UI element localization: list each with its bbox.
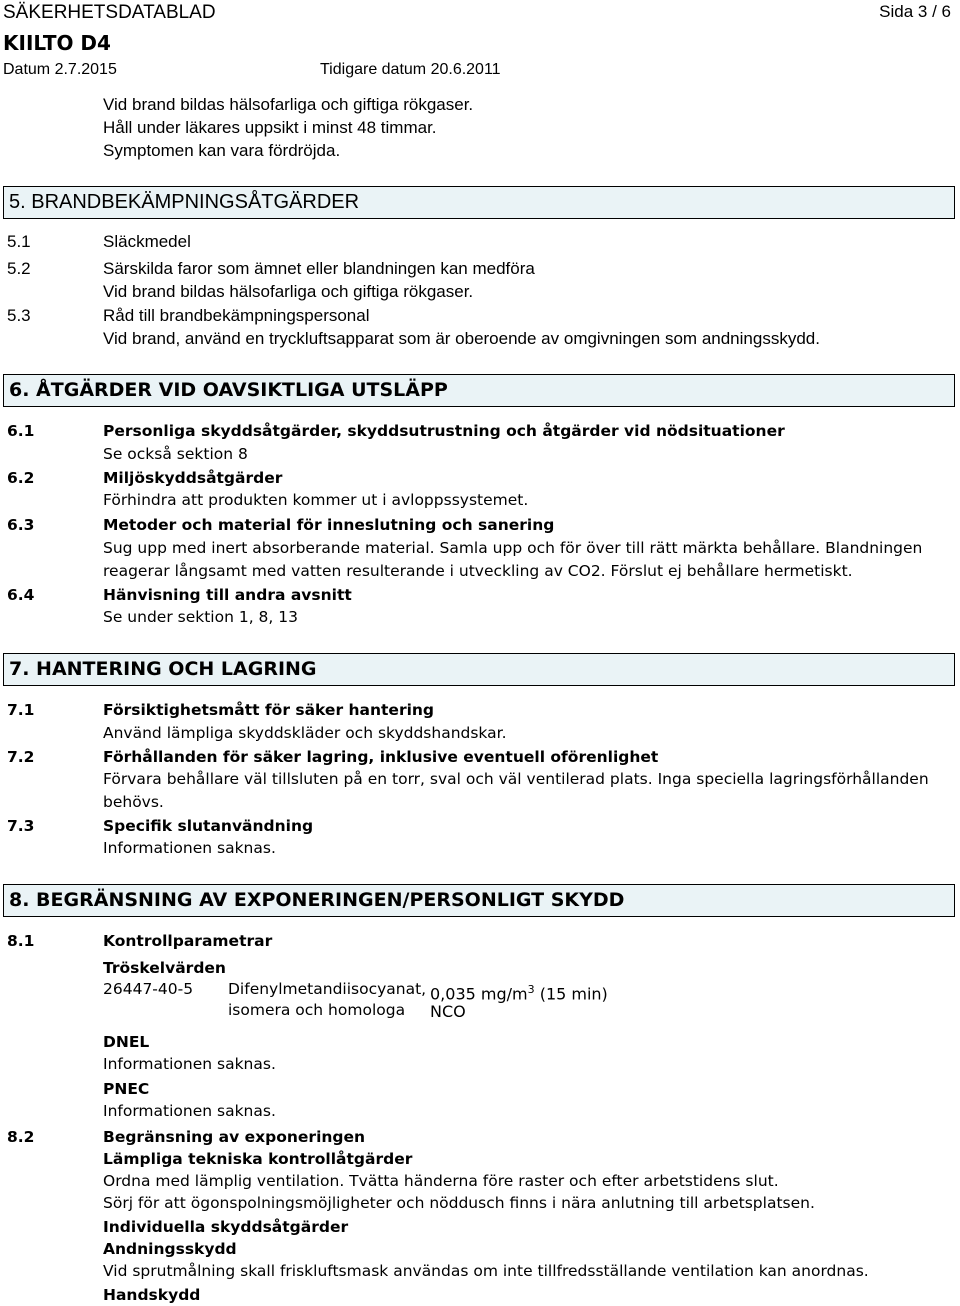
section-6-heading [3,374,955,407]
section-7-title: 7. HANTERING OCH LAGRING [9,658,317,680]
intro-line: Symptomen kan vara fördröjda. [103,141,341,160]
pnec-text: Informationen saknas. [103,1102,276,1120]
product-name: KIILTO D4 [3,31,111,55]
substance-name: isomera och homologa [228,1001,406,1019]
section-6-title: 6. ÅTGÄRDER VID OAVSIKTLIGA UTSLÄPP [9,379,448,401]
subsection-number: 7.3 [7,817,35,835]
subsection-heading: Försiktighetsmått för säker hantering [103,701,435,719]
pnec-heading: PNEC [103,1080,150,1098]
page-number: Sida 3 / 6 [879,2,951,21]
subheading: Individuella skyddsåtgärder [103,1218,349,1236]
subsection-text: Se under sektion 1, 8, 13 [103,608,298,626]
subsection-text: Sörj för att ögonspolningsmöjligheter och nöddusch finns i nära anlutning till arbetsplatsen. [103,1194,815,1212]
subsection-heading: Förhållanden för säker lagring, inklusive eventuell oförenlighet [103,748,659,766]
subheading: Andningsskydd [103,1240,237,1258]
threshold-heading: Tröskelvärden [103,959,226,977]
subsection-text: Informationen saknas. [103,839,276,857]
subsection-text: Förvara behållare väl tillsluten på en torr, sval och väl ventilerad plats. Inga speciella lagringsförhållanden [103,770,929,788]
subsection-number: 6.1 [7,422,35,440]
subsection-number: 6.2 [7,469,35,487]
subsection-text: Sug upp med inert absorberande material. Samla upp och för över till rätt märkta behållare. Blandningen [103,539,923,557]
subsection-number: 6.4 [7,586,35,604]
subsection-heading: Specifik slutanvändning [103,817,314,835]
intro-line: Vid brand bildas hälsofarliga och giftiga rökgaser. [103,95,474,114]
subheading: Handskydd [103,1286,201,1304]
subsection-heading: Särskilda faror som ämnet eller blandningen kan medföra [103,259,535,278]
subsection-heading: Kontrollparametrar [103,932,273,950]
intro-line: Håll under läkares uppsikt i minst 48 timmar. [103,118,437,137]
section-8-heading [3,884,955,917]
subsection-number: 5.2 [7,259,31,278]
limit-unit: NCO [430,1002,466,1021]
subsection-text: Ordna med lämplig ventilation. Tvätta händerna före raster och efter arbetstidens slut. [103,1172,779,1190]
subsection-number: 8.1 [7,932,35,950]
document-title: SÄKERHETSDATABLAD [3,2,216,23]
subheading: Lämpliga tekniska kontrollåtgärder [103,1150,413,1168]
subsection-heading: Hänvisning till andra avsnitt [103,586,352,604]
subsection-text: behövs. [103,793,164,811]
cas-number: 26447-40-5 [103,980,194,998]
subsection-number: 8.2 [7,1128,35,1146]
subsection-text: Vid brand bildas hälsofarliga och giftiga rökgaser. [103,282,474,301]
subsection-heading: Släckmedel [103,232,191,251]
subsection-heading: Råd till brandbekämpningspersonal [103,306,370,325]
section-7-heading [3,653,955,686]
subsection-heading: Miljöskyddsåtgärder [103,469,283,487]
subsection-text: Vid brand, använd en tryckluftsapparat som är oberoende av omgivningen som andningsskydd. [103,329,820,348]
document-date: Datum 2.7.2015 [3,61,117,78]
subsection-number: 5.1 [7,232,31,251]
subsection-number: 7.2 [7,748,35,766]
subsection-text: reagerar långsamt med vatten resulterande i utveckling av CO2. Förslut ej behållare hermetiskt. [103,562,853,580]
subsection-text: Använd lämpliga skyddskläder och skyddshandskar. [103,724,507,742]
subsection-heading: Begränsning av exponeringen [103,1128,366,1146]
section-8-title: 8. BEGRÄNSNING AV EXPONERINGEN/PERSONLIGT SKYDD [9,889,625,911]
subsection-number: 6.3 [7,516,35,534]
subsection-heading: Personliga skyddsåtgärder, skyddsutrustning och åtgärder vid nödsituationer [103,422,785,440]
limit-value: 0,035 $mg/m^3$ (15 min) [430,983,608,1004]
substance-name: Difenylmetandiisocyanat, [228,980,427,998]
subsection-text: Se också sektion 8 [103,445,248,463]
subsection-text: Vid sprutmålning skall friskluftsmask användas om inte tillfredsställande ventilation kan anordnas. [103,1262,869,1280]
dnel-heading: DNEL [103,1033,150,1051]
section-5-heading [3,186,955,219]
subsection-heading: Metoder och material för inneslutning och sanering [103,516,555,534]
section-5-title: 5. BRANDBEKÄMPNINGSÅTGÄRDER [9,191,360,213]
subsection-number: 5.3 [7,306,31,325]
dnel-text: Informationen saknas. [103,1055,276,1073]
subsection-number: 7.1 [7,701,35,719]
subsection-text: Förhindra att produkten kommer ut i avloppssystemet. [103,491,529,509]
previous-date: Tidigare datum 20.6.2011 [320,61,501,78]
